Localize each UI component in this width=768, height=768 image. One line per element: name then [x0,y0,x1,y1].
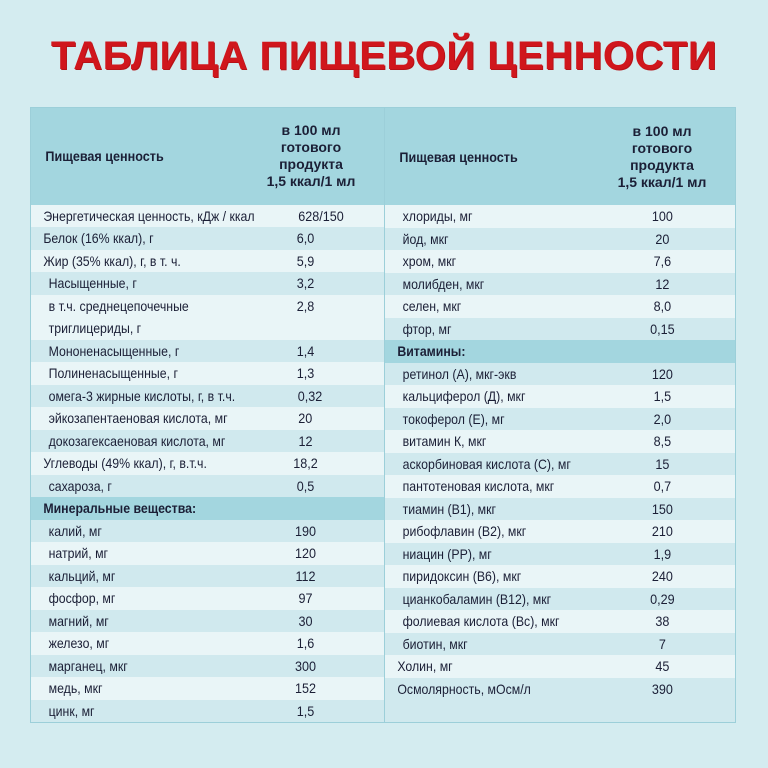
nutrient-value: 628/150 [298,207,344,224]
table-row [385,520,735,543]
table-rows [31,205,384,723]
nutrient-name: тиамин (В1), мкг [402,500,497,517]
nutrient-value: 1,5 [653,388,672,404]
section-title: Минеральные вещества: [43,500,197,516]
nutrient-value: 0,29 [650,590,675,607]
table-row [31,655,384,678]
nutrient-name: эйкозапентаеновая кислота, мг [48,410,228,426]
nutrient-name: цианкобаламин (В12), мкг [402,590,552,607]
nutrient-value: 1,3 [296,365,315,381]
nutrient-value: 1,4 [296,342,315,359]
nutrient-name: марганец, мкг [48,657,128,674]
table-row [385,228,735,251]
header-name-label: Пищевая ценность [45,148,164,165]
nutrient-value: 5,9 [296,252,315,269]
header-value-line: готового [280,139,342,156]
table-row [31,250,384,273]
nutrient-name: аскорбиновая кислота (С), мг [402,455,571,472]
table-row [31,407,384,430]
nutrient-value: 120 [294,545,317,561]
table-row [31,677,384,700]
table-row [31,475,384,498]
nutrient-name: в т.ч. среднецепочечные триглицериды, г [48,297,189,336]
nutrient-value: 8,0 [653,298,672,314]
nutrient-value: 0,15 [650,320,675,337]
nutrient-name: Жир (35% ккал), г, в т. ч. [43,252,181,269]
nutrient-value: 20 [298,410,313,426]
header-value-line: 1,5 ккал/1 мл [617,173,707,190]
nutrient-name: натрий, мг [48,545,109,561]
nutrient-name: докозагексаеновая кислота, мг [48,432,226,449]
table-row [385,678,735,701]
nutrient-value: 152 [294,680,317,696]
nutrient-value: 8,5 [653,433,672,449]
table-row [385,588,735,611]
nutrient-name: хлориды, мг [402,208,473,224]
nutrient-name: Мононенасыщенные, г [48,342,180,359]
table-row [31,632,384,655]
table-row [385,408,735,431]
nutrient-value: 100 [651,208,673,224]
table-row [385,430,735,453]
table-row [31,340,384,363]
table-row [385,475,735,498]
nutrient-value: 190 [294,522,317,539]
nutrient-value: 210 [651,523,673,539]
header-value-line: готового [631,139,693,156]
table-row [385,385,735,408]
nutrient-value: 97 [298,590,313,606]
table-row [31,362,384,385]
nutrient-name: ретинол (А), мкг-экв [402,365,517,382]
nutrient-name: фтор, мг [402,320,452,337]
nutrient-name: медь, мкг [48,680,103,696]
nutrient-value: 1,6 [296,635,315,651]
nutrient-name: молибден, мкг [402,275,485,292]
nutrient-value: 2,0 [653,410,672,427]
table-row [385,453,735,476]
table-row [31,227,384,250]
table-row [385,295,735,318]
nutrient-name: хром, мкг [402,253,457,269]
table-row [385,205,735,228]
header-value-line: в 100 мл [632,122,692,139]
table-row [31,610,384,633]
header-value-label [246,122,384,190]
column-header [31,108,384,205]
section-header-vitamins [385,340,735,363]
nutrient-name: пиридоксин (В6), мкг [402,568,522,584]
nutrient-value: 3,2 [296,275,315,291]
table-row [31,205,384,228]
nutrient-name: Энергетическая ценность, кДж / ккал [43,207,255,224]
nutrient-name: йод, мкг [402,230,449,247]
header-value-line: продукта [630,156,694,173]
nutrient-name: ниацин (РР), мг [402,545,492,562]
nutrient-value: 20 [655,230,670,247]
nutrient-value: 112 [295,567,316,584]
nutrient-value: 45 [655,658,670,674]
nutrient-name: Насыщенные, г [48,275,137,291]
nutrient-value: 0,32 [297,387,323,404]
nutrient-value: 150 [651,500,673,517]
table-row [31,452,384,475]
nutrient-name: Полиненасыщенные, г [48,365,178,381]
table-row [385,363,735,386]
nutrient-name: цинк, мг [48,702,95,719]
table-row [31,272,384,295]
nutrient-name: селен, мкг [402,298,462,314]
nutrient-name: сахароза, г [48,477,112,494]
table-row [385,498,735,521]
nutrition-table [30,107,736,723]
nutrient-name: омега-3 жирные кислоты, г, в т.ч. [48,387,236,404]
nutrient-value: 12 [655,275,670,292]
table-row [31,700,384,723]
table-row [31,385,384,408]
header-value-line: в 100 мл [281,122,341,139]
section-title: Витамины: [397,343,466,359]
table-rows [385,205,735,722]
nutrient-name: токоферол (Е), мг [402,410,505,427]
nutrient-name: Углеводы (49% ккал), г, в.т.ч. [43,455,207,471]
table-row [385,318,735,341]
table-row [31,430,384,453]
table-row [385,655,735,678]
header-value-label [597,123,735,191]
page-title: ТАБЛИЦА ПИЩЕВОЙ ЦЕННОСТИ [50,34,718,78]
header-name-label: Пищевая ценность [399,148,518,165]
nutrient-name: биотин, мкг [402,635,468,652]
table-row [31,295,384,340]
nutrient-value: 30 [298,612,313,629]
nutrient-name: пантотеновая кислота, мкг [402,478,555,494]
nutrient-value: 6,0 [296,230,315,246]
nutrient-value: 2,8 [296,297,315,314]
nutrient-name: рибофлавин (В2), мкг [402,523,527,539]
table-row [31,587,384,610]
table-row [385,543,735,566]
header-value-line: 1,5 ккал/1 мл [266,173,356,190]
table-row [31,520,384,543]
table-row [31,542,384,565]
nutrient-value: 38 [655,613,670,629]
nutrient-value: 18,2 [293,455,318,471]
nutrient-value: 12 [298,432,313,449]
nutrient-name: Белок (16% ккал), г [43,230,154,246]
nutrient-name: фолиевая кислота (Вс), мкг [402,613,560,629]
nutrient-value: 0,5 [296,477,315,494]
empty-filler-row [385,700,735,722]
nutrient-value: 1,9 [653,545,672,562]
nutrient-value: 7,6 [653,253,672,269]
nutrient-name: кальциферол (Д), мкг [402,388,526,404]
nutrient-value: 300 [294,657,317,674]
table-row [385,250,735,273]
nutrient-value: 120 [651,365,673,382]
column-header [385,108,735,205]
right-column [385,108,735,722]
nutrient-name: фосфор, мг [48,590,116,606]
nutrient-value: 15 [655,455,670,472]
table-row [385,633,735,656]
nutrient-name: калий, мг [48,522,102,539]
nutrient-name: Осмолярность, мОсм/л [397,680,531,697]
nutrient-value: 0,7 [653,478,672,494]
nutrient-value: 240 [651,568,673,584]
nutrient-value: 7 [658,635,666,652]
nutrient-name: железо, мг [48,635,110,651]
left-column [31,108,385,722]
nutrient-name: магний, мг [48,612,109,629]
table-row [385,565,735,588]
table-row [385,610,735,633]
nutrient-name: кальций, мг [48,567,116,584]
header-value-line: продукта [279,156,343,173]
nutrient-value: 390 [651,680,673,697]
nutrient-value: 1,5 [296,702,315,719]
table-row [31,565,384,588]
nutrient-name: Холин, мг [397,658,453,674]
table-row [385,273,735,296]
section-header-minerals [31,497,384,520]
nutrient-name: витамин К, мкг [402,433,487,449]
